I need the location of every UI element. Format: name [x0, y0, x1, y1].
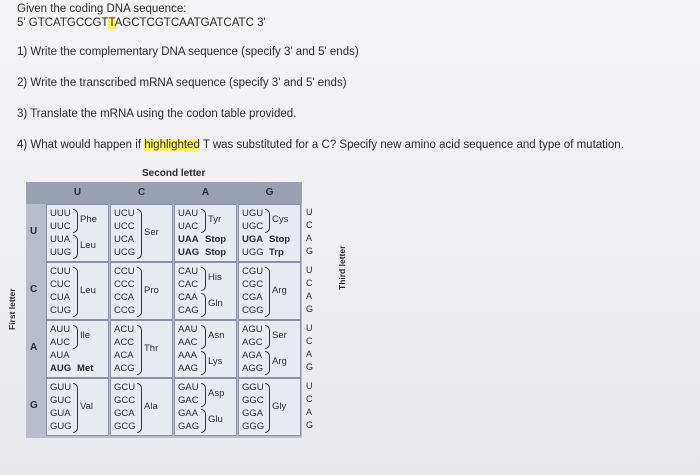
codon-cca: CCA — [114, 292, 135, 303]
row-header-c: C — [30, 284, 38, 295]
codon-aac: AAC — [178, 337, 198, 348]
codon-auu: AUU — [50, 324, 71, 335]
codon-cell-gg — [238, 378, 301, 436]
third-letter-c-c: C — [306, 278, 313, 288]
third-letter-a-c: C — [306, 336, 313, 346]
codon-uua: UUA — [50, 234, 71, 245]
codon-gga: GGA — [242, 408, 264, 419]
column-header-c: C — [137, 187, 146, 198]
codon-cga: CGA — [242, 292, 263, 303]
codon-cell-ag — [238, 320, 301, 378]
codon-ugu: UGU — [242, 208, 264, 219]
codon-gcc: GCC — [114, 395, 136, 406]
codon-cell-cg — [238, 262, 301, 320]
codon-ggu: GGU — [242, 382, 264, 393]
brace-2-ag — [265, 351, 270, 375]
brace-2-ga — [201, 409, 206, 433]
codon-uuc: UUC — [50, 221, 71, 232]
codon-gau: GAU — [178, 382, 199, 393]
brace-1-au — [73, 325, 78, 349]
codon-ggc: GGC — [242, 395, 264, 406]
amino-acid-arg-cg: Arg — [272, 285, 287, 296]
codon-ccc: CCC — [114, 279, 135, 290]
codon-gca: GCA — [114, 408, 135, 419]
amino-acid-ala-gc: Ala — [144, 401, 158, 412]
codon-cell-ua — [174, 204, 237, 262]
codon-guc: GUC — [50, 395, 72, 406]
brace-1-ag — [265, 325, 270, 349]
codon-ucg: UCG — [114, 247, 136, 258]
aa-label-uag: Stop — [205, 247, 227, 258]
brace-1-cu — [73, 267, 78, 317]
codon-aug: AUG — [50, 363, 72, 374]
codon-gug: GUG — [50, 421, 72, 432]
row-header-u: U — [30, 226, 38, 237]
third-letter-g-c: C — [306, 394, 313, 404]
amino-acid-gly-gg: Gly — [272, 401, 287, 412]
amino-acid-ile-au: Ile — [80, 330, 91, 341]
codon-ccg: CCG — [114, 305, 136, 316]
codon-agu: AGU — [242, 324, 263, 335]
question-1: 1) Write the complementary DNA sequence (specify 3' and 5' ends) — [17, 46, 359, 58]
first-letter-label: First letter — [7, 288, 17, 330]
codon-gcu: GCU — [114, 382, 136, 393]
sequence-before: 5' GTCATGCCGT — [17, 17, 109, 29]
question-3: 3) Translate the mRNA using the codon table provided. — [17, 108, 297, 120]
amino-acid-phe-uu: Phe — [80, 214, 97, 225]
third-letter-a-u: U — [306, 323, 313, 333]
codon-aua: AUA — [50, 350, 70, 361]
codon-cell-ac — [110, 320, 173, 378]
codon-cuu: CUU — [50, 266, 71, 277]
brace-1-ac — [137, 325, 142, 375]
brace-1-uu — [73, 209, 78, 233]
third-letter-u-c: C — [306, 220, 313, 230]
aa-label-ugg: Trp — [269, 247, 284, 258]
aa-label-uaa: Stop — [205, 234, 227, 245]
codon-cau: CAU — [178, 266, 199, 277]
third-letter-u-u: U — [306, 207, 313, 217]
codon-cua: CUA — [50, 292, 71, 303]
amino-acid-asp-ga: Asp — [208, 388, 225, 399]
q4-highlight: highlighted — [144, 139, 200, 151]
brace-1-aa — [201, 325, 206, 349]
brace-1-ga — [201, 383, 206, 407]
codon-aga: AGA — [242, 350, 263, 361]
codon-aau: AAU — [178, 324, 198, 335]
highlighted-base: T — [108, 17, 115, 29]
row-header-g: G — [30, 400, 38, 411]
column-header-u: U — [73, 187, 82, 198]
codon-cgg: CGG — [242, 305, 264, 316]
amino-acid-leu-cu: Leu — [80, 285, 96, 296]
codon-cell-au — [46, 320, 109, 378]
brace-1-uc — [137, 209, 142, 259]
brace-2-ca — [201, 293, 206, 317]
codon-uga: UGA — [242, 234, 264, 245]
amino-acid-glu-ga: Glu — [208, 414, 223, 425]
codon-cell-gc — [110, 378, 173, 436]
codon-gua: GUA — [50, 408, 71, 419]
codon-cgc: CGC — [242, 279, 264, 290]
codon-gag: GAG — [178, 421, 200, 432]
amino-acid-cys-ug: Cys — [272, 214, 289, 225]
codon-cell-ga — [174, 378, 237, 436]
codon-gaa: GAA — [178, 408, 199, 419]
codon-cug: CUG — [50, 305, 72, 316]
codon-guu: GUU — [50, 382, 72, 393]
codon-table — [26, 182, 302, 438]
brace-1-ca — [201, 267, 206, 291]
amino-acid-pro-cc: Pro — [144, 285, 159, 296]
question-4 — [17, 139, 624, 151]
question-2: 2) Write the transcribed mRNA sequence (specify 3' and 5' ends) — [17, 77, 347, 89]
codon-cell-gu — [46, 378, 109, 436]
row-header-a: A — [30, 342, 38, 353]
codon-cgu: CGU — [242, 266, 264, 277]
codon-uug: UUG — [50, 247, 72, 258]
codon-uac: UAC — [178, 221, 199, 232]
codon-uuu: UUU — [50, 208, 71, 219]
codon-auc: AUC — [50, 337, 71, 348]
codon-acg: ACG — [114, 363, 135, 374]
codon-cell-ug — [238, 204, 301, 262]
codon-uaa: UAA — [178, 234, 199, 245]
brace-1-ug — [265, 209, 270, 233]
second-letter-label: Second letter — [142, 168, 206, 179]
third-letter-g-a: A — [306, 407, 313, 417]
amino-acid-leu-uu: Leu — [80, 240, 96, 251]
codon-cell-uc — [110, 204, 173, 262]
sequence-after: AGCTCGTCAATGATCATC 3' — [114, 17, 266, 29]
q4-part-a: 4) What would happen if — [17, 139, 145, 151]
brace-1-gg — [265, 383, 270, 433]
amino-acid-gln-ca: Gln — [208, 298, 223, 309]
codon-cuc: CUC — [50, 279, 71, 290]
amino-acid-tyr-ua: Tyr — [208, 214, 222, 225]
brace-1-gu — [73, 383, 78, 433]
dna-sequence — [17, 17, 266, 29]
codon-cell-cc — [110, 262, 173, 320]
third-letter-c-a: A — [306, 291, 313, 301]
amino-acid-val-gu: Val — [80, 401, 94, 412]
third-letter-a-a: A — [306, 349, 313, 359]
codon-ugc: UGC — [242, 221, 264, 232]
brace-1-cc — [137, 267, 142, 317]
brace-2-uu — [73, 235, 78, 259]
codon-ucc: UCC — [114, 221, 135, 232]
codon-gcg: GCG — [114, 421, 136, 432]
column-header-g: G — [265, 187, 274, 198]
intro-text: Given the coding DNA sequence: — [17, 3, 187, 15]
amino-acid-his-ca: His — [208, 272, 222, 283]
codon-cac: CAC — [178, 279, 199, 290]
column-header-a: A — [201, 187, 210, 198]
codon-aca: ACA — [114, 350, 134, 361]
third-letter-u-g: G — [306, 246, 314, 256]
codon-uag: UAG — [178, 247, 200, 258]
codon-acu: ACU — [114, 324, 135, 335]
codon-aag: AAG — [178, 363, 199, 374]
codon-agc: AGC — [242, 337, 263, 348]
codon-agg: AGG — [242, 363, 264, 374]
q4-part-b: T was substituted for a C? Specify new amino acid sequence and type of mutation. — [199, 139, 624, 151]
aa-label-uga: Stop — [269, 234, 291, 245]
brace-1-ua — [201, 209, 206, 233]
codon-aaa: AAA — [178, 350, 198, 361]
third-letter-g-g: G — [306, 420, 314, 430]
codon-cag: CAG — [178, 305, 199, 316]
codon-uau: UAU — [178, 208, 199, 219]
amino-acid-ser-ag: Ser — [272, 330, 287, 341]
codon-ggg: GGG — [242, 421, 265, 432]
amino-acid-ser-uc: Ser — [144, 227, 159, 238]
third-letter-c-u: U — [306, 265, 313, 275]
third-letter-a-g: G — [306, 362, 314, 372]
codon-uca: UCA — [114, 234, 135, 245]
brace-1-gc — [137, 383, 142, 433]
amino-acid-asn-aa: Asn — [208, 330, 225, 341]
amino-acid-arg-ag: Arg — [272, 356, 287, 367]
amino-acid-lys-aa: Lys — [208, 356, 223, 367]
brace-1-cg — [265, 267, 270, 317]
third-letter-g-u: U — [306, 381, 313, 391]
amino-acid-thr-ac: Thr — [144, 343, 159, 354]
third-letter-label: Third letter — [337, 245, 347, 290]
codon-acc: ACC — [114, 337, 135, 348]
codon-caa: CAA — [178, 292, 198, 303]
codon-ccu: CCU — [114, 266, 135, 277]
brace-2-aa — [201, 351, 206, 375]
codon-cell-cu — [46, 262, 109, 320]
codon-ucu: UCU — [114, 208, 135, 219]
codon-gac: GAC — [178, 395, 199, 406]
aa-label-aug: Met — [77, 363, 94, 374]
third-letter-c-g: G — [306, 304, 314, 314]
codon-cell-uu — [46, 204, 109, 262]
codon-ugg: UGG — [242, 247, 264, 258]
codon-cell-aa — [174, 320, 237, 378]
third-letter-u-a: A — [306, 233, 313, 243]
codon-cell-ca — [174, 262, 237, 320]
